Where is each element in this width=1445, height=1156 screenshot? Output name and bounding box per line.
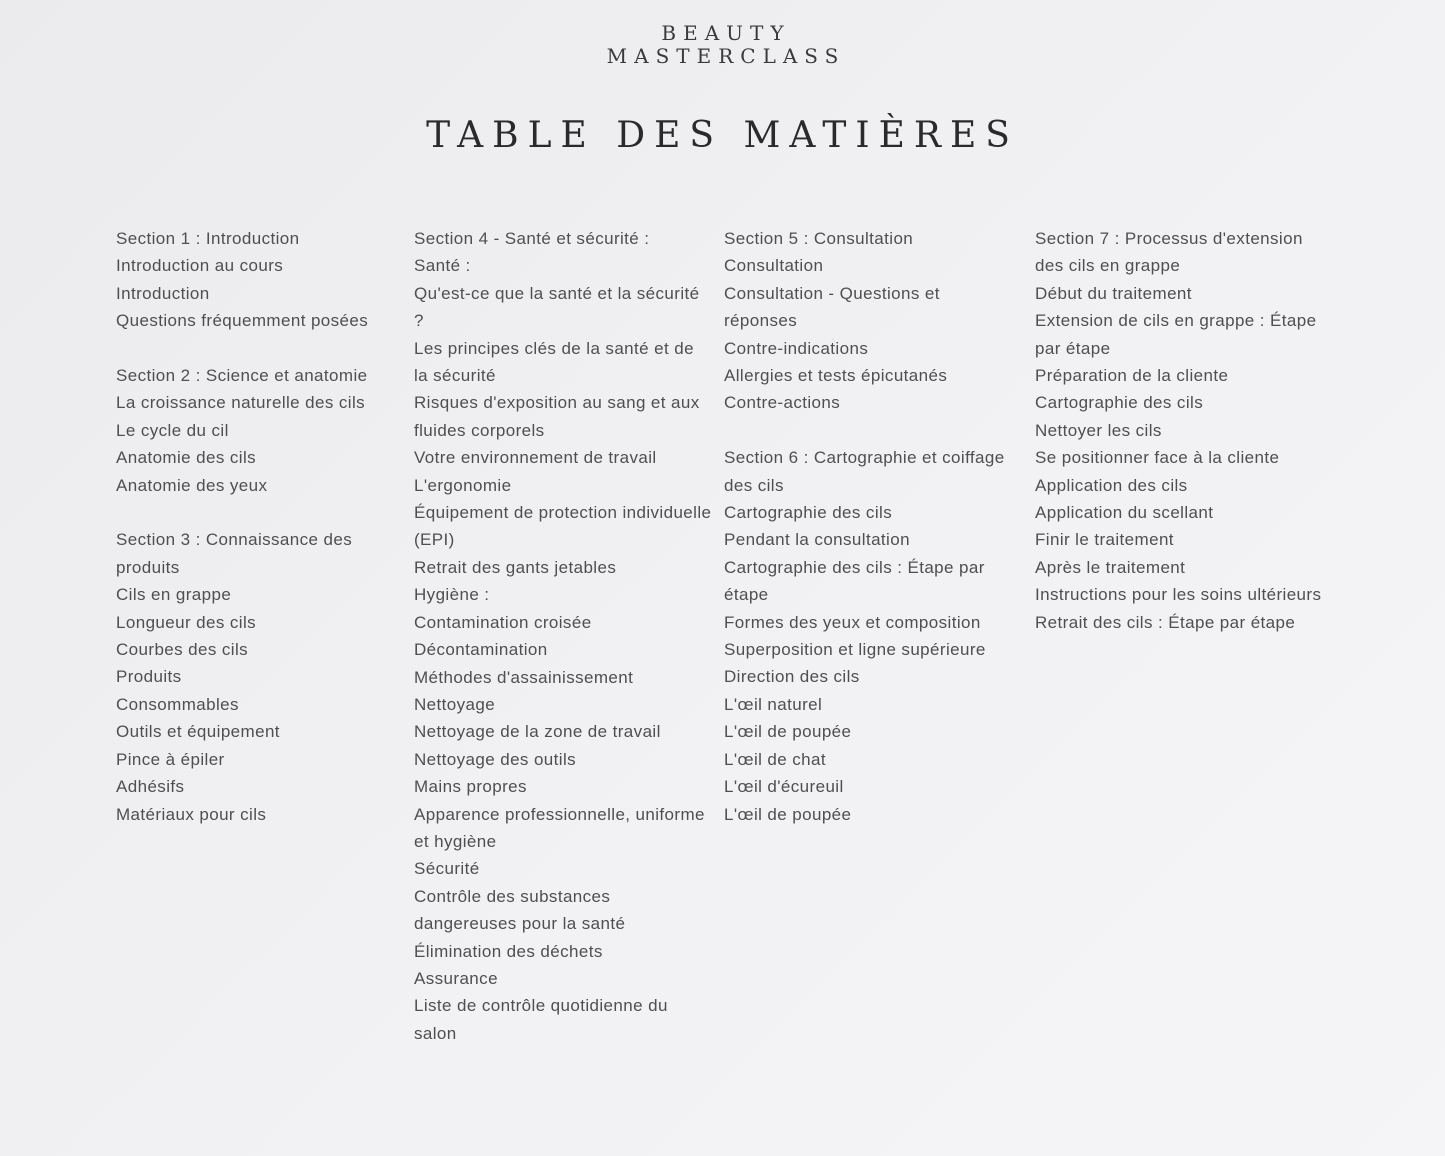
- toc-entry: Anatomie des cils: [116, 448, 257, 468]
- toc-entry: Produits: [116, 667, 182, 687]
- toc-entry: Risques d'exposition au sang et aux fluides corporels: [414, 393, 700, 440]
- toc-entry: Introduction au cours: [116, 256, 284, 276]
- toc-entry: Santé :: [414, 256, 471, 276]
- toc-entry: Outils et équipement: [116, 722, 280, 742]
- toc-entry: Apparence professionnelle, uniforme et hygiène: [414, 804, 705, 851]
- toc-entry: Consultation: [724, 256, 824, 276]
- toc-entry: Pince à épiler: [116, 749, 225, 769]
- toc-group: [116, 225, 401, 335]
- toc-entry: Nettoyage: [414, 694, 496, 714]
- toc-section-heading: Section 3 : Connaissance des produits: [116, 530, 353, 577]
- toc-group: [116, 362, 401, 499]
- toc-entry: Retrait des cils : Étape par étape: [1035, 612, 1296, 632]
- toc-section-heading: Section 2 : Science et anatomie: [116, 366, 368, 386]
- toc-entry: Questions fréquemment posées: [116, 311, 369, 331]
- toc-column-1: [116, 225, 401, 855]
- toc-entry: Mains propres: [414, 777, 527, 797]
- toc-entry: Qu'est-ce que la santé et la sécurité ?: [414, 283, 700, 331]
- toc-entry: L'œil de poupée: [724, 722, 852, 742]
- toc-entry: Anatomie des yeux: [116, 475, 268, 495]
- toc-entry: Préparation de la cliente: [1035, 366, 1229, 386]
- toc-entry: Liste de contrôle quotidienne du salon: [414, 996, 668, 1043]
- toc-entry: Sécurité: [414, 859, 480, 879]
- toc-column-4: [1035, 225, 1335, 663]
- toc-entry: Cartographie des cils: [724, 503, 893, 523]
- toc-entry: Contre-indications: [724, 338, 869, 358]
- toc-group: [414, 225, 712, 1047]
- brand-logo: [0, 22, 1445, 68]
- brand-line-2: MASTERCLASS: [606, 44, 846, 68]
- toc-entry: Assurance: [414, 968, 498, 988]
- toc-section-heading: Section 6 : Cartographie et coiffage des cils: [724, 448, 1005, 495]
- toc-entry: Cartographie des cils: [1035, 393, 1204, 413]
- toc-entry: Contamination croisée: [414, 612, 592, 632]
- toc-entry: Instructions pour les soins ultérieurs: [1035, 585, 1322, 605]
- toc-group: [1035, 225, 1335, 636]
- toc-entry: Se positionner face à la cliente: [1035, 448, 1280, 468]
- toc-entry: Votre environnement de travail: [414, 448, 657, 468]
- toc-entry: Pendant la consultation: [724, 530, 910, 550]
- toc-entry: Consultation - Questions et réponses: [724, 283, 940, 331]
- toc-entry: L'ergonomie: [414, 475, 512, 495]
- toc-entry: Équipement de protection individuelle (EPI): [414, 503, 712, 550]
- toc-section-heading: Section 4 - Santé et sécurité :: [414, 229, 650, 248]
- toc-column-3: [724, 225, 1014, 855]
- toc-entry: Après le traitement: [1035, 557, 1186, 577]
- toc-entry: Superposition et ligne supérieure: [724, 640, 986, 660]
- toc-entry: Longueur des cils: [116, 612, 257, 632]
- toc-entry: Méthodes d'assainissement: [414, 667, 634, 687]
- toc-column-2: [414, 225, 712, 1075]
- toc-entry: L'œil de chat: [724, 749, 826, 769]
- toc-entry: Adhésifs: [116, 777, 185, 797]
- toc-entry: L'œil de poupée: [724, 804, 852, 824]
- toc-entry: Matériaux pour cils: [116, 804, 267, 824]
- toc-entry: Application du scellant: [1035, 503, 1214, 523]
- toc-section-heading: Section 1 : Introduction: [116, 229, 300, 248]
- toc-entry: Début du traitement: [1035, 283, 1192, 303]
- toc-entry: Introduction: [116, 283, 210, 303]
- toc-entry: Nettoyage des outils: [414, 749, 577, 769]
- toc-entry: Nettoyer les cils: [1035, 420, 1162, 440]
- toc-entry: Les principes clés de la santé et de la sécurité: [414, 338, 694, 386]
- brand-line-1: BEAUTY: [661, 21, 791, 45]
- toc-entry: Courbes des cils: [116, 640, 249, 660]
- toc-entry: L'œil d'écureuil: [724, 777, 844, 797]
- toc-entry: Application des cils: [1035, 475, 1188, 495]
- toc-entry: Extension de cils en grappe : Étape par étape: [1035, 311, 1317, 358]
- page-title: TABLE DES MATIÈRES: [426, 115, 1019, 156]
- toc-entry: Cartographie des cils : Étape par étape: [724, 557, 985, 605]
- toc-entry: Allergies et tests épicutanés: [724, 366, 948, 386]
- toc-entry: Contre-actions: [724, 393, 841, 413]
- toc-entry: Finir le traitement: [1035, 530, 1174, 550]
- toc-entry: Cils en grappe: [116, 585, 232, 605]
- toc-section-heading: Section 7 : Processus d'extension des cils en grappe: [1035, 229, 1303, 276]
- toc-entry: Décontamination: [414, 640, 548, 660]
- toc-entry: Retrait des gants jetables: [414, 557, 617, 577]
- toc-group: [724, 225, 1014, 417]
- toc-entry: Nettoyage de la zone de travail: [414, 722, 661, 742]
- toc-group: [724, 444, 1014, 828]
- toc-entry: Formes des yeux et composition: [724, 612, 981, 632]
- toc-entry: Consommables: [116, 694, 239, 714]
- toc-entry: Élimination des déchets: [414, 941, 603, 961]
- toc-entry: Hygiène :: [414, 585, 490, 605]
- toc-group: [116, 526, 401, 827]
- toc-entry: L'œil naturel: [724, 694, 823, 714]
- toc-entry: Contrôle des substances dangereuses pour la santé: [414, 886, 626, 934]
- toc-section-heading: Section 5 : Consultation: [724, 229, 914, 248]
- toc-entry: Le cycle du cil: [116, 420, 229, 440]
- toc-entry: Direction des cils: [724, 667, 860, 687]
- toc-entry: La croissance naturelle des cils: [116, 393, 366, 413]
